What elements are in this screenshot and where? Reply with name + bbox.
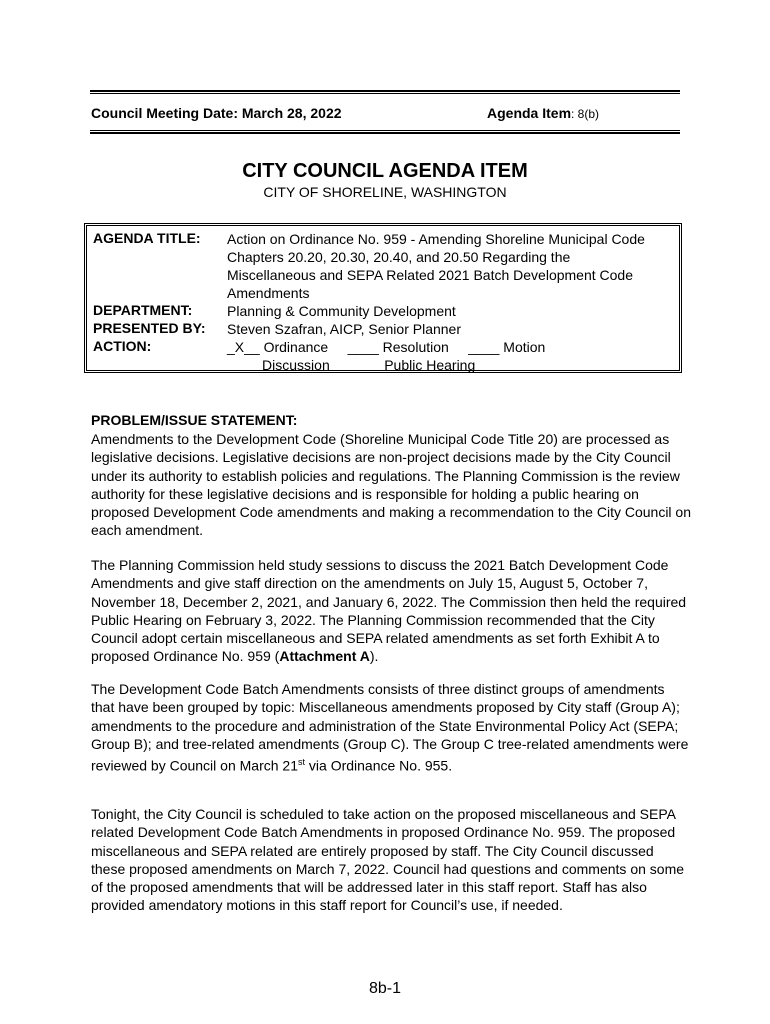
- agenda-item-label: Agenda Item: [487, 105, 572, 121]
- agenda-title-line: Action on Ordinance No. 959 - Amending Shoreline Municipal Code: [227, 231, 645, 247]
- paragraph-4: [91, 805, 691, 915]
- meeting-date: Council Meeting Date: March 28, 2022: [91, 105, 342, 121]
- agenda-info-box: [84, 223, 682, 373]
- agenda-title-label: AGENDA TITLE:: [93, 230, 201, 246]
- department-value: Planning & Community Development: [227, 303, 456, 319]
- paragraph-2-text: [91, 556, 691, 666]
- header-rule-top: [90, 90, 680, 92]
- paragraph-1-text: Amendments to the Development Code (Shoreline Municipal Code Title 20) are processed as legislative decisions. Legislative decisions are non-project decisions made by the City Council under its authority to establish policies and regulations. The Planning Commission is the review authority for these legislative decisions and is responsible for holding a public hearing on proposed Development Code amendments and making a recommendation to the City Council on each amendment.: [91, 431, 692, 539]
- agenda-item: [487, 105, 599, 121]
- problem-statement-heading: PROBLEM/ISSUE STATEMENT:: [91, 412, 298, 428]
- action-options-line1: _X__ Ordinance ____ Resolution ____ Motion: [227, 339, 546, 355]
- ordinal-suffix: st: [298, 757, 306, 768]
- paragraph-3-end: via Ordinance No. 955.: [305, 757, 453, 774]
- agenda-title-line: Chapters 20.20, 20.30, 20.40, and 20.50 Regarding the: [227, 249, 571, 265]
- action-options-line2: ____ Discussion ____ Public Hearing: [227, 357, 476, 373]
- paragraph-3: [91, 680, 691, 775]
- paragraph-3-body: The Development Code Batch Amendments consists of three distinct groups of amendments that have been grouped by topic: Miscellaneous amendments proposed by City staff (Group A); amendments to the procedure and administration of the State Environmental Policy Act (SEPA; Group B); and tree-related amendments (Group C). The Group C tree-related amendments were reviewed by Council on March 21: [91, 681, 689, 774]
- attachment-a-reference: Attachment A: [279, 648, 370, 665]
- document-subtitle: CITY OF SHORELINE, WASHINGTON: [263, 184, 507, 200]
- page-number: 8b-1: [368, 980, 402, 997]
- paragraph-3-text: [91, 680, 691, 775]
- paragraph-1: [91, 430, 691, 540]
- paragraph-2-end: ).: [369, 648, 379, 665]
- header-rule-bottom: [90, 132, 680, 134]
- paragraph-2: [91, 556, 691, 666]
- agenda-item-number: : 8(b): [571, 107, 600, 121]
- action-label: ACTION:: [93, 338, 152, 354]
- presented-by-label: PRESENTED BY:: [93, 320, 206, 336]
- document-title: CITY COUNCIL AGENDA ITEM: [242, 160, 528, 182]
- agenda-title-line: Miscellaneous and SEPA Related 2021 Batch Development Code: [227, 267, 633, 283]
- paragraph-2-body: The Planning Commission held study sessions to discuss the 2021 Batch Development Code Amendments and give staff direction on the amendments on July 15, August 5, October 7, November 18, December 2, 2021, and January 6, 2022. The Commission then held the required Public Hearing on February 3, 2022. The Planning Commission recommended that the City Council adopt certain miscellaneous and SEPA related amendments as set forth Exhibit A to proposed Ordinance No. 959 (: [91, 557, 687, 665]
- presented-by-value: Steven Szafran, AICP, Senior Planner: [227, 321, 461, 337]
- department-label: DEPARTMENT:: [93, 302, 193, 318]
- agenda-title-value: [227, 230, 645, 302]
- agenda-title-line: Amendments: [227, 285, 310, 301]
- paragraph-4-text: Tonight, the City Council is scheduled to take action on the proposed miscellaneous and SEPA related Development Code Batch Amendments in proposed Ordinance No. 959. The proposed miscellaneous and SEPA related are entirely proposed by staff. The City Council discussed these proposed amendments on March 7, 2022. Council had questions and comments on some of the proposed amendments that will be addressed later in this staff report. Staff has also provided amendatory motions in this staff report for Council’s use, if needed.: [91, 806, 685, 914]
- header-rule-bottom-thin: [90, 130, 680, 131]
- header-rule-top-thin: [90, 93, 680, 94]
